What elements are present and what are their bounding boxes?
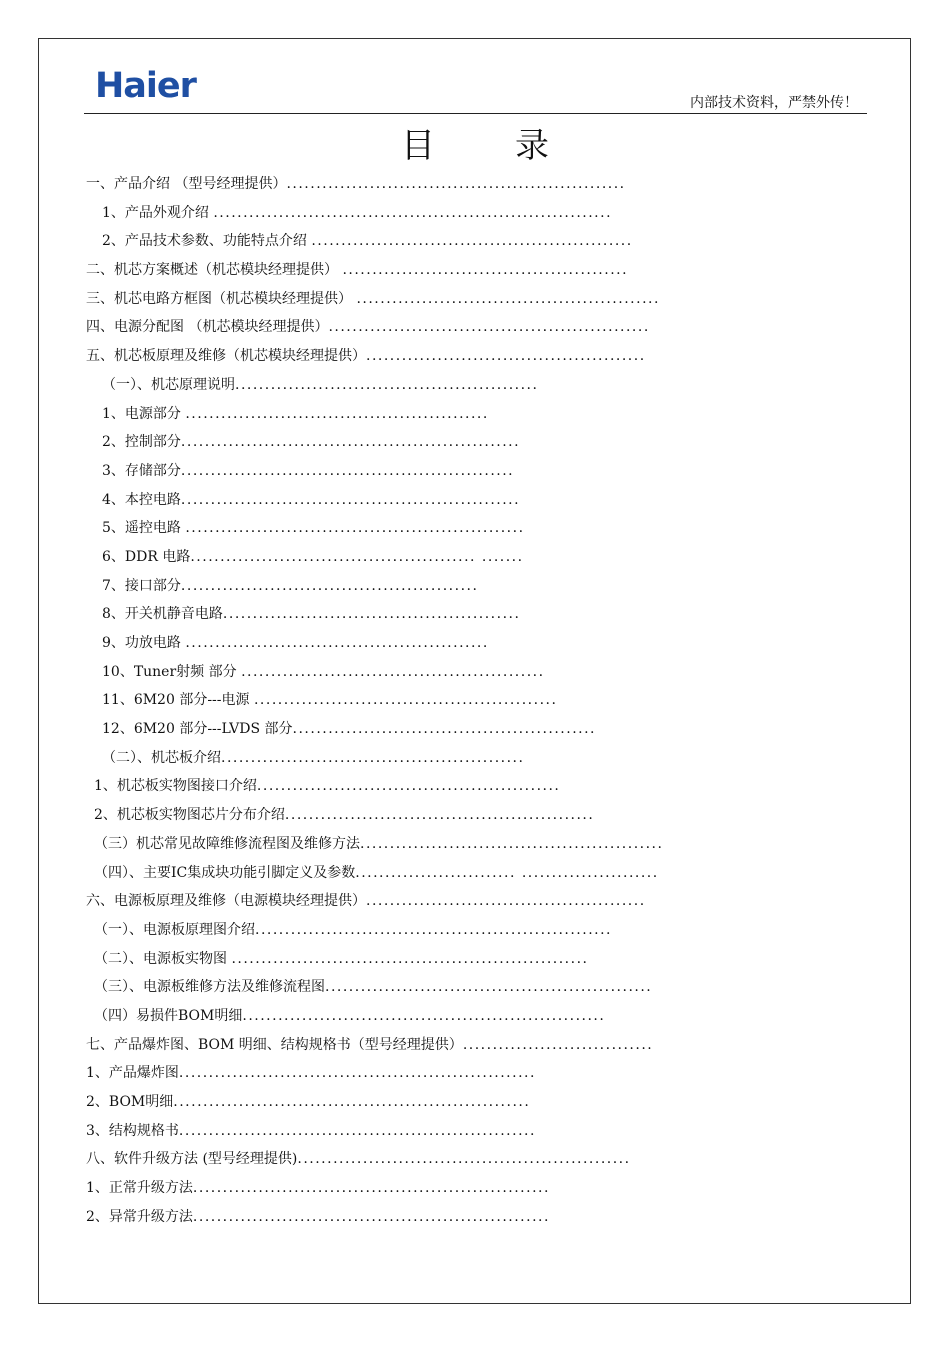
toc-entry[interactable] [86,772,876,801]
haier-logo: Haier [95,66,196,106]
toc-leader-dots: .................................................. [180,577,479,594]
toc-entry[interactable] [86,313,876,342]
toc-leader-dots: ............................................................ [173,1094,531,1110]
toc-leader-dots: ............................................................ [255,921,613,938]
toc-leader-dots: ................................................... [221,749,525,766]
toc-entry-title: 3、结构规格书 [86,1122,179,1139]
toc-leader-dots: ........................................................ [180,462,515,479]
page-title: 目录 [401,126,629,166]
toc-leader-dots: ................................................... [185,635,489,651]
toc-entry-title: 3、存储部分 [102,462,181,479]
toc-leader-dots: ...................................................... [311,233,633,250]
toc-entry-title: 2、产品技术参数、功能特点介绍 [102,233,312,250]
toc-entry[interactable] [86,1088,876,1117]
toc-leader-dots: ............................................... [366,893,646,910]
confidential-notice: 内部技术资料，严禁外传！ [690,95,858,111]
toc-entry-title: 1、产品外观介绍 [102,204,214,221]
toc-entry-title: 7、接口部分 [102,577,181,594]
toc-leader-dots: ................................................... [241,663,545,680]
toc-entry-title: 二、机芯方案概述（机芯模块经理提供） [86,262,343,279]
toc-entry-title: 1、正常升级方法 [86,1180,193,1197]
toc-entry-title: （三）、电源板维修方法及维修流程图 [94,979,325,996]
toc-entry-title: 2、控制部分 [102,434,181,451]
toc-entry[interactable] [86,1117,876,1146]
toc-entry[interactable] [86,1031,876,1060]
toc-entry[interactable] [86,1203,876,1232]
toc-entry-title: 4、本控电路 [102,491,181,508]
toc-leader-dots: ............................................................ [192,1208,550,1225]
toc-leader-dots: ................................................... [356,290,660,307]
toc-entry[interactable] [86,600,876,629]
toc-entry[interactable] [86,457,876,486]
toc-entry[interactable] [86,227,876,256]
toc-entry[interactable] [86,400,876,429]
toc-entry-title: 五、机芯板原理及维修（机芯模块经理提供） [86,348,366,365]
toc-entry-title: 11、6M20 部分---电源 [102,692,254,709]
toc-entry-title: （二）、机芯板介绍 [102,749,221,766]
header-divider [84,113,867,114]
toc-entry[interactable] [86,572,876,601]
toc-leader-dots: ................................................... [292,721,596,738]
toc-entry[interactable] [86,629,876,658]
toc-leader-dots: ......................................................... [180,491,521,508]
toc-leader-dots: ............................................................ [178,1122,536,1139]
toc-entry[interactable] [86,859,876,888]
toc-entry-title: （二）、电源板实物图 [94,950,232,967]
toc-entry-title: 八、软件升级方法 (型号经理提供) [86,1151,298,1168]
toc-entry-title: 2、机芯板实物图芯片分布介绍 [94,807,285,824]
toc-entry[interactable] [86,945,876,974]
toc-entry[interactable] [86,285,876,314]
toc-entry-title: 1、产品爆炸图 [86,1065,179,1082]
toc-leader-dots: ................................................... [235,376,539,393]
toc-entry[interactable] [86,887,876,916]
toc-entry-title: （一）、机芯原理说明 [102,376,235,393]
toc-leader-dots: ................................................................... [213,204,613,221]
toc-entry[interactable] [86,486,876,515]
toc-entry[interactable] [86,543,876,572]
toc-leader-dots: ................................................... [256,778,561,795]
toc-leader-dots: ................................................... [360,835,664,852]
toc-leader-dots: ...................................................... [328,319,650,336]
toc-entry[interactable] [86,342,876,371]
toc-entry-title: 一、产品介绍 （型号经理提供） [86,176,287,192]
toc-entry[interactable] [86,715,876,744]
toc-leader-dots: ............................................................ [178,1065,536,1082]
toc-entry-title: 2、异常升级方法 [86,1208,193,1225]
toc-entry-title: 1、机芯板实物图接口介绍 [94,778,257,795]
toc-entry[interactable] [86,1174,876,1203]
toc-entry-title: （一）、电源板原理图介绍 [94,921,255,938]
toc-entry-title: （三）机芯常见故障维修流程图及维修方法 [94,835,360,852]
toc-leader-dots: ................................................ ....... [190,548,524,565]
toc-leader-dots: ............................................................ [231,950,589,967]
toc-entry[interactable] [86,256,876,285]
table-of-contents [86,170,876,1231]
toc-entry[interactable] [86,170,876,199]
toc-entry[interactable] [86,1145,876,1174]
toc-leader-dots: .................................................... [284,807,595,824]
toc-entry-title: 8、开关机静音电路 [102,606,223,623]
toc-entry[interactable] [86,801,876,830]
toc-entry[interactable] [86,916,876,945]
toc-entry-title: 六、电源板原理及维修（电源模块经理提供） [86,893,366,910]
toc-leader-dots: ........................................................ [297,1151,631,1168]
toc-leader-dots: .................................................. [222,606,521,623]
toc-entry-title: 七、产品爆炸图、BOM 明细、结构规格书（型号经理提供） [86,1036,463,1053]
toc-entry[interactable] [86,658,876,687]
toc-entry[interactable] [86,1002,876,1031]
toc-entry-title: （四）易损件BOM明细 [94,1007,243,1024]
toc-leader-dots: ............................................................. [242,1007,606,1024]
toc-leader-dots: ............................................................ [192,1180,550,1197]
toc-leader-dots: ................................................... [253,692,558,709]
toc-leader-dots: ......................................................... [185,520,525,537]
toc-entry[interactable] [86,371,876,400]
toc-entry-title: 四、电源分配图 （机芯模块经理提供） [86,319,329,336]
toc-entry-title: 1、电源部分 [102,405,186,422]
toc-leader-dots: ................................................ [342,262,629,279]
toc-entry-title: （四）、主要IC集成块功能引脚定义及参数 [94,864,356,881]
toc-leader-dots: ......................................................... [180,434,521,451]
toc-entry[interactable] [86,686,876,715]
toc-entry[interactable] [86,830,876,859]
toc-entry[interactable] [86,1059,876,1088]
toc-entry-title: 6、DDR 电路 [102,548,191,565]
toc-leader-dots: ......................................................... [286,176,626,192]
toc-entry-title: 10、Tuner射频 部分 [102,663,242,680]
toc-entry-title: 12、6M20 部分---LVDS 部分 [102,721,293,738]
toc-entry-title: 2、BOM明细 [86,1094,174,1110]
toc-entry-title: 5、遥控电路 [102,520,186,537]
toc-leader-dots: ................................................... [185,405,489,422]
toc-entry[interactable] [86,744,876,773]
toc-leader-dots: ....................................................... [325,979,653,996]
toc-entry-title: 9、功放电路 [102,635,186,651]
toc-leader-dots: ............................................... [366,348,646,365]
toc-entry[interactable] [86,199,876,228]
toc-entry[interactable] [86,514,876,543]
toc-leader-dots: ........................... ....................... [355,864,659,881]
toc-leader-dots: ................................ [462,1036,654,1053]
toc-entry[interactable] [86,973,876,1002]
toc-entry-title: 三、机芯电路方框图（机芯模块经理提供） [86,290,357,307]
toc-entry[interactable] [86,428,876,457]
